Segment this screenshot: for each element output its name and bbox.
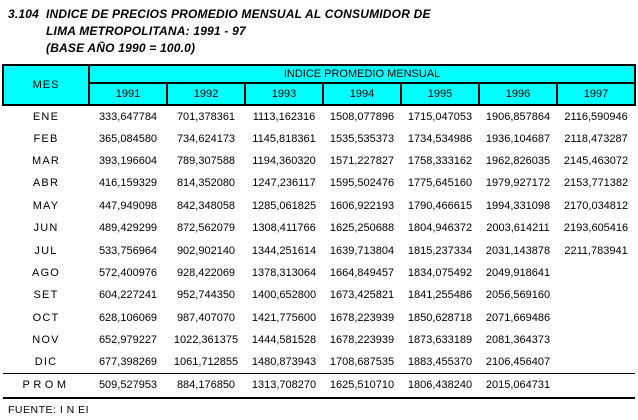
- value-cell: 842,348058: [176, 199, 236, 212]
- value-cell: 393,196604: [98, 154, 158, 167]
- value-cell: 814,352080: [176, 177, 236, 190]
- table-row: [3, 329, 635, 351]
- column-header-year: 1991: [89, 83, 167, 105]
- value-cell: 1715,047053: [407, 110, 473, 123]
- table-row: [3, 262, 635, 284]
- column-header-year: 1995: [401, 83, 479, 105]
- value-cell: 533,756964: [98, 244, 158, 257]
- source-note: FUENTE: I N EI: [8, 403, 90, 416]
- value-cell: 1664,849457: [329, 266, 395, 279]
- value-cell: 902,902140: [176, 244, 236, 257]
- title-line-2: LIMA METROPOLITANA: 1991 - 97: [46, 24, 246, 38]
- month-cell: JUN: [33, 222, 59, 235]
- value-cell: 1841,255486: [407, 289, 473, 302]
- table-row: [3, 217, 635, 239]
- value-cell: 884,176850: [167, 374, 245, 398]
- title-block: [0, 0, 638, 57]
- value-cell: [557, 374, 635, 398]
- value-cell: 1444,581528: [251, 334, 317, 347]
- value-cell: 987,407070: [176, 311, 236, 324]
- value-cell: 1678,223939: [329, 311, 395, 324]
- value-cell: 365,084580: [98, 132, 158, 145]
- value-cell: 572,400976: [98, 266, 158, 279]
- value-cell: [557, 329, 635, 351]
- value-cell: 1639,713804: [329, 244, 395, 257]
- year-header-row: [3, 83, 635, 105]
- value-cell: 2081,364373: [485, 334, 551, 347]
- table-row: [3, 127, 635, 149]
- value-cell: 447,949098: [98, 199, 158, 212]
- value-cell: 701,378361: [176, 110, 236, 123]
- value-cell: 1734,534986: [407, 132, 473, 145]
- value-cell: 509,527953: [89, 374, 167, 398]
- value-cell: 2031,143878: [485, 244, 551, 257]
- column-header-year: 1992: [167, 83, 245, 105]
- value-cell: 952,744350: [176, 289, 236, 302]
- table-body: [3, 105, 635, 398]
- value-cell: 2056,569160: [485, 289, 551, 302]
- value-cell: 1850,628718: [407, 311, 473, 324]
- value-cell: 734,624173: [176, 132, 236, 145]
- value-cell: 1247,236117: [252, 177, 316, 190]
- value-cell: 1625,510710: [323, 374, 401, 398]
- value-cell: 677,398269: [98, 356, 158, 369]
- value-cell: 2193,605416: [563, 222, 629, 235]
- value-cell: 1936,104687: [485, 132, 551, 145]
- column-header-year: 1997: [557, 83, 635, 105]
- value-cell: 2003,614211: [486, 222, 550, 235]
- month-cell: AGO: [31, 266, 61, 279]
- value-cell: 1145,818361: [252, 132, 316, 145]
- month-cell: DIC: [34, 356, 58, 369]
- table-row: [3, 195, 635, 217]
- value-cell: 1595,502476: [329, 177, 395, 190]
- value-cell: 1285,061825: [251, 199, 317, 212]
- value-cell: 2118,473287: [564, 132, 628, 145]
- month-cell: ENE: [32, 110, 60, 123]
- value-cell: 2153,771382: [563, 177, 629, 190]
- column-header-year: 1993: [245, 83, 323, 105]
- value-cell: 1535,535373: [329, 132, 395, 145]
- column-group-header: INDICE PROMEDIO MENSUAL: [89, 65, 635, 83]
- table-row: [3, 351, 635, 373]
- value-cell: 2049,918641: [485, 266, 551, 279]
- value-cell: 1421,775600: [251, 311, 317, 324]
- value-cell: 1480,873943: [251, 356, 317, 369]
- value-cell: 1775,645160: [407, 177, 473, 190]
- value-cell: 1673,425821: [329, 289, 395, 302]
- value-cell: 2211,783941: [564, 244, 628, 257]
- column-header-year: 1996: [479, 83, 557, 105]
- value-cell: 333,647784: [98, 110, 158, 123]
- month-cell: FEB: [33, 132, 59, 145]
- table-row: [3, 105, 635, 127]
- month-cell: OCT: [32, 311, 60, 324]
- table-row: [3, 284, 635, 306]
- table-row: [3, 172, 635, 194]
- price-index-table: [2, 64, 636, 399]
- prom-row: [3, 374, 635, 398]
- month-cell: PROM: [3, 374, 89, 398]
- value-cell: 2116,590946: [564, 110, 628, 123]
- value-cell: 1979,927172: [485, 177, 551, 190]
- table-row: [3, 307, 635, 329]
- value-cell: 2015,064731: [479, 374, 557, 398]
- value-cell: 1804,946372: [407, 222, 473, 235]
- value-cell: 1061,712855: [173, 356, 239, 369]
- value-cell: 928,422069: [176, 266, 236, 279]
- month-cell: JUL: [34, 244, 58, 257]
- value-cell: 1815,237334: [407, 244, 473, 257]
- value-cell: 1994,331098: [485, 199, 551, 212]
- value-cell: 1678,223939: [329, 334, 395, 347]
- value-cell: 1378,313064: [251, 266, 317, 279]
- value-cell: 604,227241: [98, 289, 158, 302]
- value-cell: 1708,687535: [329, 356, 395, 369]
- value-cell: 628,106069: [98, 311, 158, 324]
- month-cell: NOV: [32, 334, 60, 347]
- page-title: INDICE DE PRECIOS PROMEDIO MENSUAL AL CONSUMIDOR DE: [46, 7, 431, 21]
- value-cell: 1606,922193: [329, 199, 395, 212]
- title-line-1: [8, 6, 638, 23]
- value-cell: 1113,162316: [252, 110, 316, 123]
- table-header: [3, 65, 635, 105]
- value-cell: 1806,438240: [401, 374, 479, 398]
- value-cell: 1834,075492: [407, 266, 473, 279]
- value-cell: 1873,633189: [407, 334, 473, 347]
- month-cell: ABR: [32, 177, 60, 190]
- value-cell: 489,429299: [98, 222, 158, 235]
- value-cell: 1400,652800: [251, 289, 317, 302]
- table-row: [3, 150, 635, 172]
- value-cell: 1313,708270: [245, 374, 323, 398]
- value-cell: 1508,077896: [329, 110, 395, 123]
- value-cell: [557, 262, 635, 284]
- column-header-mes: MES: [3, 65, 89, 105]
- value-cell: [557, 351, 635, 373]
- value-cell: 1962,826035: [485, 154, 551, 167]
- value-cell: 2071,669486: [485, 311, 551, 324]
- value-cell: 872,562079: [176, 222, 236, 235]
- value-cell: 1790,466615: [407, 199, 473, 212]
- value-cell: 416,159329: [98, 177, 158, 190]
- value-cell: 1625,250688: [329, 222, 395, 235]
- value-cell: 789,307588: [176, 154, 236, 167]
- group-header-row: [3, 65, 635, 83]
- value-cell: 1906,857864: [485, 110, 551, 123]
- value-cell: 1022,361375: [173, 334, 239, 347]
- value-cell: 1194,360320: [252, 154, 316, 167]
- value-cell: 2106,456407: [485, 356, 551, 369]
- column-header-year: 1994: [323, 83, 401, 105]
- value-cell: 652,979227: [98, 334, 158, 347]
- title-line-3: (BASE AÑO 1990 = 100.0): [46, 41, 196, 55]
- value-cell: 2145,463072: [563, 154, 629, 167]
- value-cell: [557, 307, 635, 329]
- value-cell: 1883,455370: [407, 356, 473, 369]
- month-cell: MAR: [31, 154, 61, 167]
- value-cell: 1571,227827: [329, 154, 395, 167]
- table-number: 3.104: [8, 7, 40, 21]
- value-cell: [557, 284, 635, 306]
- value-cell: 1758,333162: [407, 154, 473, 167]
- table-row: [3, 239, 635, 261]
- value-cell: 1344,251614: [251, 244, 317, 257]
- value-cell: 1308,411766: [252, 222, 316, 235]
- value-cell: 2170,034812: [563, 199, 629, 212]
- month-cell: MAY: [32, 199, 60, 212]
- month-cell: SET: [33, 289, 59, 302]
